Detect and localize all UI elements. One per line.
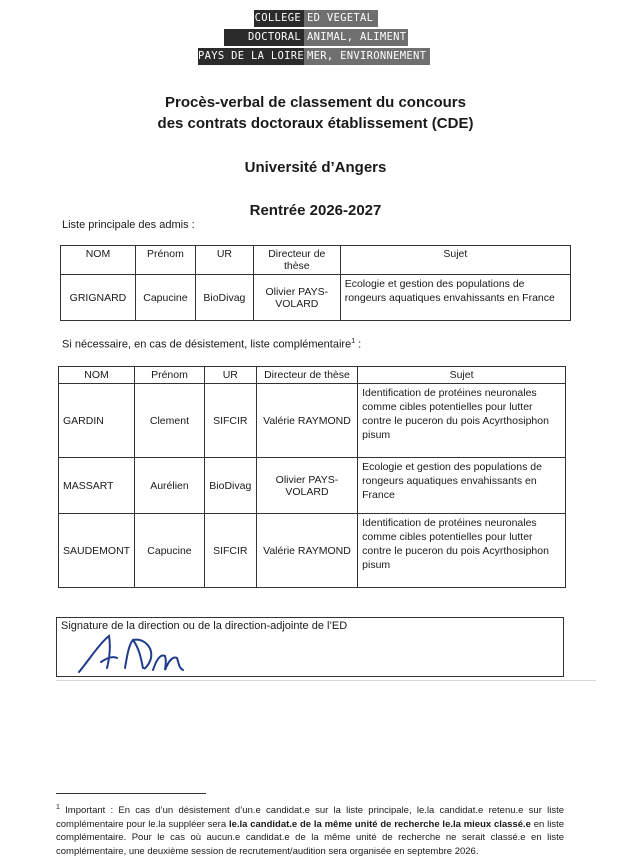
table-row xyxy=(61,275,571,321)
footnote-bold-text: le.la candidat.e de la même unité de recherche le.la mieux classé.e xyxy=(228,818,531,830)
column-header: UR xyxy=(195,246,253,275)
logo-text: ANIMAL, ALIMENT xyxy=(304,29,408,46)
document-title xyxy=(0,92,631,134)
column-header: Sujet xyxy=(340,246,570,275)
logo-text: PAYS DE LA LOIRE xyxy=(198,48,304,65)
logo-text: MER, ENVIRONNEMENT xyxy=(304,48,430,65)
cell-ur: SIFCIR xyxy=(204,514,256,588)
label-text: Si nécessaire, en cas de désistement, liste complémentaire xyxy=(62,338,352,351)
complementary-list-table xyxy=(58,366,566,588)
cell-nom: GRIGNARD xyxy=(61,275,136,321)
cell-directeur: Olivier PAYS-VOLARD xyxy=(256,458,357,514)
cell-nom: MASSART xyxy=(59,458,135,514)
cell-sujet: Identification de protéines neuronales comme cibles potentielles pour lutter contre le puceron du pois Acyrthosiphon pisum xyxy=(358,384,566,458)
cell-sujet: Ecologie et gestion des populations de rongeurs aquatiques envahissants en France xyxy=(358,458,566,514)
cell-prenom: Capucine xyxy=(135,514,205,588)
main-list-label: Liste principale des admis : xyxy=(62,219,195,231)
column-header: Sujet xyxy=(358,367,566,384)
logo-row xyxy=(198,29,430,46)
table-header-row xyxy=(59,367,566,384)
footnote-text: Important : En cas d’un désistement d’un.e candidat.e sur la liste principale, le.la candidat.e retenu.e sur liste complémentaire pour le.la suppléer sera xyxy=(56,805,564,830)
logo-text: ED VEGETAL xyxy=(304,10,378,27)
column-header: Prénom xyxy=(135,246,195,275)
cell-ur: BioDivag xyxy=(204,458,256,514)
signature-box xyxy=(56,617,564,677)
logo-text: DOCTORAL xyxy=(224,29,304,46)
cell-directeur: Valérie RAYMOND xyxy=(256,384,357,458)
table-row xyxy=(59,514,566,588)
complementary-list-label xyxy=(62,338,361,351)
footnote-text: en liste complémentaire. Pour le cas où aucun.e candidat.e de la même unité de recherche ne serait classé.e en liste complémentaire, une deuxième session de recrutement/audition sera organisée en septembre 2026. xyxy=(56,818,565,857)
cell-sujet: Ecologie et gestion des populations de rongeurs aquatiques envahissants en France xyxy=(340,275,570,321)
column-header: Directeur de thèse xyxy=(256,367,357,384)
cell-nom: SAUDEMONT xyxy=(59,514,135,588)
column-header: UR xyxy=(204,367,256,384)
column-header: NOM xyxy=(59,367,135,384)
ed-logo xyxy=(198,10,430,67)
table-row xyxy=(59,384,566,458)
main-list-table xyxy=(60,245,571,321)
cell-prenom: Clement xyxy=(135,384,205,458)
cell-ur: BioDivag xyxy=(195,275,253,321)
cell-prenom: Capucine xyxy=(135,275,195,321)
signature-label: Signature de la direction ou de la direction-adjointe de l’ED xyxy=(61,620,348,632)
column-header: Directeur de thèse xyxy=(253,246,340,275)
cell-sujet: Identification de protéines neuronales comme cibles potentielles pour lutter contre le puceron du pois Acyrthosiphon pisum xyxy=(358,514,566,588)
title-line: Procès-verbal de classement du concours xyxy=(165,94,466,111)
cell-prenom: Aurélien xyxy=(135,458,205,514)
label-suffix: : xyxy=(355,338,362,351)
logo-text: COLLEGE xyxy=(254,10,304,27)
cell-ur: SIFCIR xyxy=(204,384,256,458)
logo-row xyxy=(198,48,430,65)
column-header: Prénom xyxy=(135,367,205,384)
footnote xyxy=(56,801,564,858)
footnote-divider xyxy=(56,793,206,794)
footnote-mark: 1 xyxy=(351,338,356,345)
logo-row xyxy=(198,10,430,27)
cell-directeur: Valérie RAYMOND xyxy=(256,514,357,588)
title-line: des contrats doctoraux établissement (CDE) xyxy=(157,115,474,132)
table-row xyxy=(59,458,566,514)
cell-directeur: Olivier PAYS-VOLARD xyxy=(253,275,340,321)
footnote-mark: 1 xyxy=(56,804,60,811)
university-name: Université d’Angers xyxy=(244,159,387,176)
handwritten-signature xyxy=(73,628,213,678)
academic-year: Rentrée 2026-2027 xyxy=(249,202,382,219)
cell-nom: GARDIN xyxy=(59,384,135,458)
divider xyxy=(56,680,596,681)
column-header: NOM xyxy=(61,246,136,275)
table-header-row xyxy=(61,246,571,275)
